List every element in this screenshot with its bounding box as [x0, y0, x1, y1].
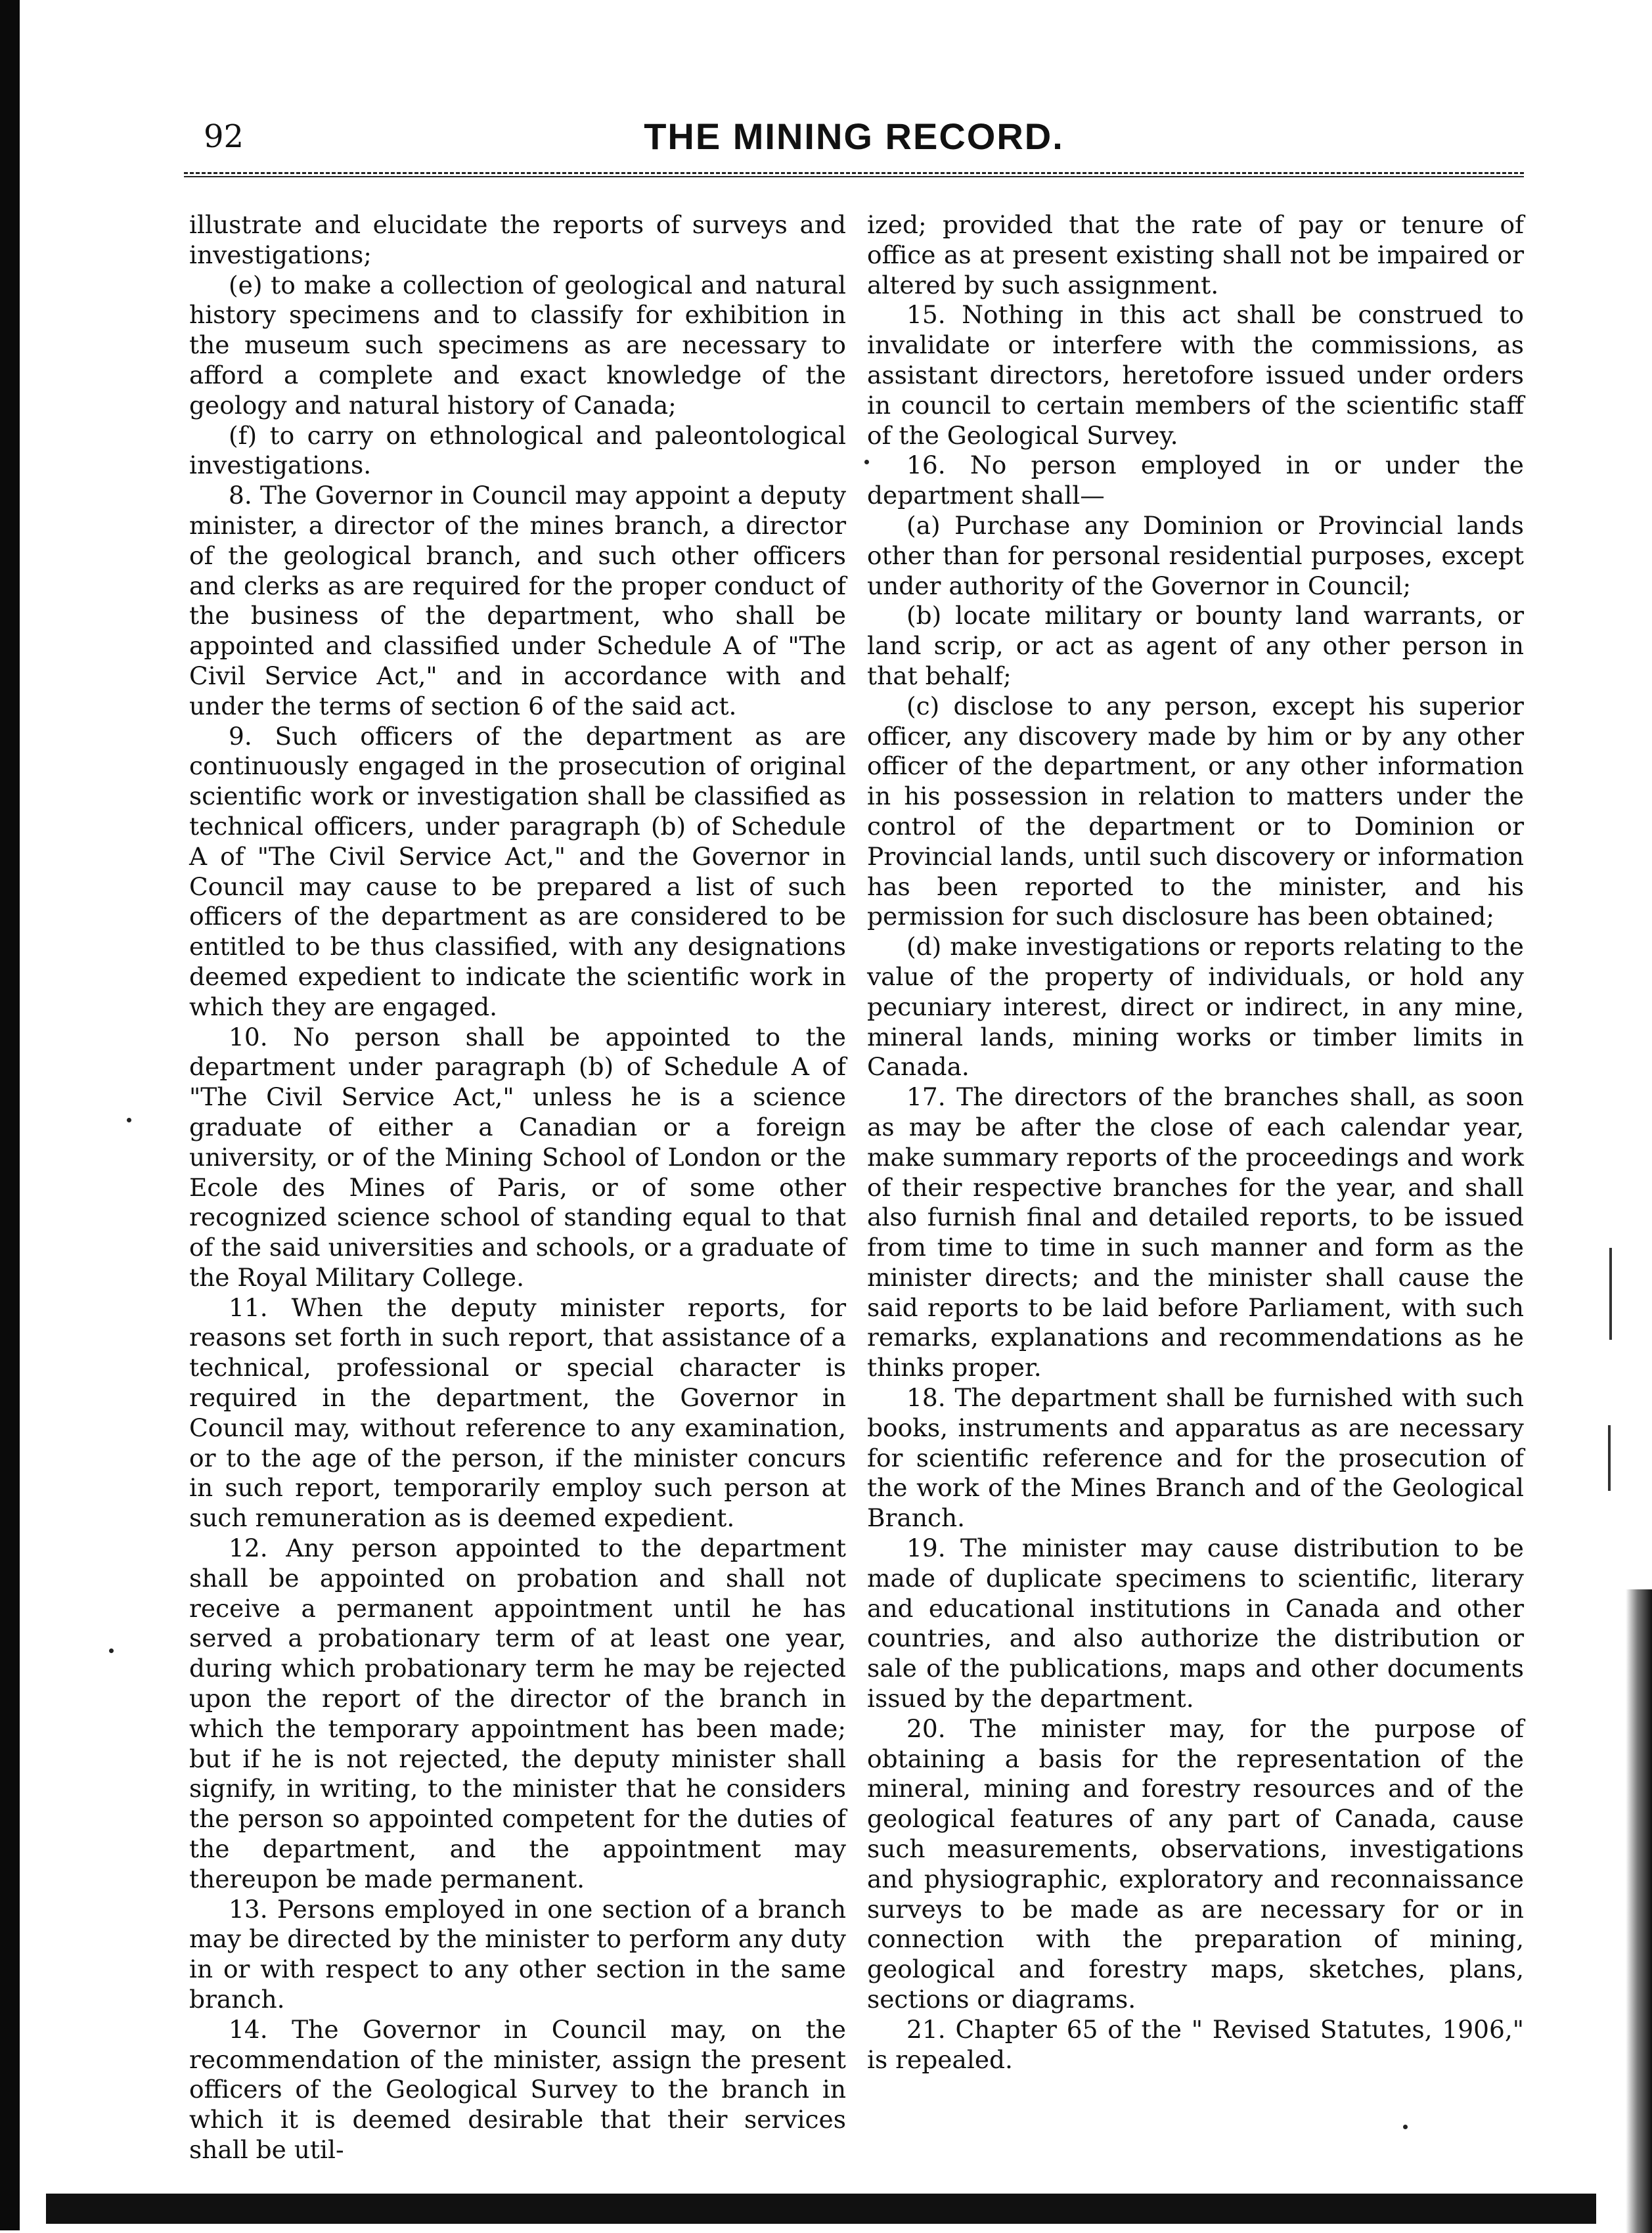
right-column — [867, 210, 1524, 2075]
left-column — [189, 210, 846, 2165]
paragraph: (b) locate military or bounty land warrants, or land scrip, or act as agent of any other person in that behalf; — [867, 601, 1524, 690]
paragraph: 9. Such officers of the department as are continuously engaged in the prosecution of original scientific work or investigation shall be classified as technical officers, under paragraph (b) of Schedule A of "The Civil Service Act," and the Governor in Council may cause to be prepared a list of such officers of the department as are considered to be entitled to be thus classified, with any designations deemed expedient to indicate the scientific work in which they are engaged. — [189, 721, 846, 1021]
scan-speck — [864, 460, 869, 464]
paragraph: 8. The Governor in Council may appoint a deputy minister, a director of the mines branch, a director of the geological branch, and such other officers and clerks as are required for the proper conduct of the business of the department, who shall be appointed and classified under Schedule A of "The Civil Service Act," and in accordance with and under the terms of section 6 of the said act. — [189, 481, 846, 720]
paragraph: ized; provided that the rate of pay or tenure of office as at present existing shall not be impaired or altered by such assignment. — [867, 210, 1524, 299]
paragraph: (c) disclose to any person, except his superior officer, any discovery made by him or by any other officer of the department, or any other information in his possession in relation to matters under the control of the department or to Dominion or Provincial lands, until such discovery or information has been reported to the minister, and his permission for such disclosure has been obtained; — [867, 691, 1524, 931]
paragraph: 11. When the deputy minister reports, for reasons set forth in such report, that assistance of a technical, professional or special character is required in the department, the Governor in Council may, without reference to any examination, or to the age of the person, if the minister concurs in such report, temporarily employ such person at such remuneration as is deemed expedient. — [189, 1293, 846, 1533]
journal-title: THE MINING RECORD. — [644, 116, 1064, 157]
paragraph: (a) Purchase any Dominion or Provincial lands other than for personal residential purposes, except under authority of the Governor in Council; — [867, 510, 1524, 600]
paragraph: 10. No person shall be appointed to the department under paragraph (b) of Schedule A of "The Civil Service Act," unless he is a science graduate of either a Canadian or a foreign university, or of the Mining School of London or the Ecole des Mines of Paris, or of some other recognized science school of standing equal to that of the said universities and schools, or a graduate of the Royal Military College. — [189, 1022, 846, 1292]
scan-speck — [1403, 2125, 1408, 2129]
paragraph: (d) make investigations or reports relating to the value of the property of individuals, or hold any pecuniary interest, direct or indirect, in any mine, mineral lands, mining works or timber limits in Canada. — [867, 932, 1524, 1082]
page-header — [190, 112, 1517, 164]
scan-right-edge — [1626, 1589, 1652, 2233]
paragraph: 13. Persons employed in one section of a branch may be directed by the minister to perform any duty in or with respect to any other section in the same branch. — [189, 1894, 846, 2014]
scan-left-border — [0, 0, 20, 2230]
paragraph: 19. The minister may cause distribution to be made of duplicate specimens to scientific, literary and educational institutions in Canada and other countries, and also authorize the distribution or sale of the publications, maps and other documents issued by the department. — [867, 1534, 1524, 1713]
paragraph: illustrate and elucidate the reports of surveys and investigations; — [189, 210, 846, 269]
paragraph: (f) to carry on ethnological and paleontological investigations. — [189, 420, 846, 480]
paragraph: 20. The minister may, for the purpose of obtaining a basis for the representation of the mineral, mining and forestry resources and of the geological features of any part of Canada, cause such measurements, observations, investigations and physiographic, exploratory and reconnaissance surveys to be made as are necessary for or in connection with the preparation of mining, geological and forestry maps, sketches, plans, sections or diagrams. — [867, 1713, 1524, 2014]
paragraph: 15. Nothing in this act shall be construed to invalidate or interfere with the commissions, as assistant directors, heretofore issued under orders in council to certain members of the scientific staff of the Geological Survey. — [867, 300, 1524, 450]
paragraph: 17. The directors of the branches shall, as soon as may be after the close of each calendar year, make summary reports of the proceedings and work of their respective branches for the year, and shall also furnish final and detailed reports, to be issued from time to time in such manner and form as the minister directs; and the minister shall cause the said reports to be laid before Parliament, with such remarks, explanations and recommendations as he thinks proper. — [867, 1082, 1524, 1382]
scan-speck — [127, 1118, 131, 1122]
paragraph: 18. The department shall be furnished with such books, instruments and apparatus as are necessary for scientific reference and for the prosecution of the work of the Mines Branch and of the Geological Branch. — [867, 1383, 1524, 1533]
scan-speck — [109, 1648, 114, 1653]
paragraph: (e) to make a collection of geological and natural history specimens and to classify for exhibition in the museum such specimens as are necessary to afford a complete and exact knowledge of the geology and natural history of Canada; — [189, 270, 846, 420]
paragraph: 21. Chapter 65 of the " Revised Statutes, 1906," is repealed. — [867, 2014, 1524, 2074]
margin-mark — [1609, 1248, 1612, 1340]
paragraph: 16. No person employed in or under the department shall— — [867, 451, 1524, 510]
paragraph: 12. Any person appointed to the department shall be appointed on probation and shall not receive a permanent appointment until he has served a probationary term of at least one year, during which probationary term he may be rejected upon the report of the director of the branch in which the temporary appointment has been made; but if he is not rejected, the deputy minister shall signify, in writing, to the minister that he considers the person so appointed competent for the duties of the department, and the appointment may thereupon be made permanent. — [189, 1534, 846, 1893]
header-rule — [184, 172, 1524, 177]
margin-mark — [1608, 1425, 1611, 1491]
page-number: 92 — [204, 118, 244, 155]
scan-bottom-border — [46, 2194, 1596, 2224]
paragraph: 14. The Governor in Council may, on the recommendation of the minister, assign the present officers of the Geological Survey to the branch in which it is deemed desirable that their services shall be util- — [189, 2014, 846, 2164]
